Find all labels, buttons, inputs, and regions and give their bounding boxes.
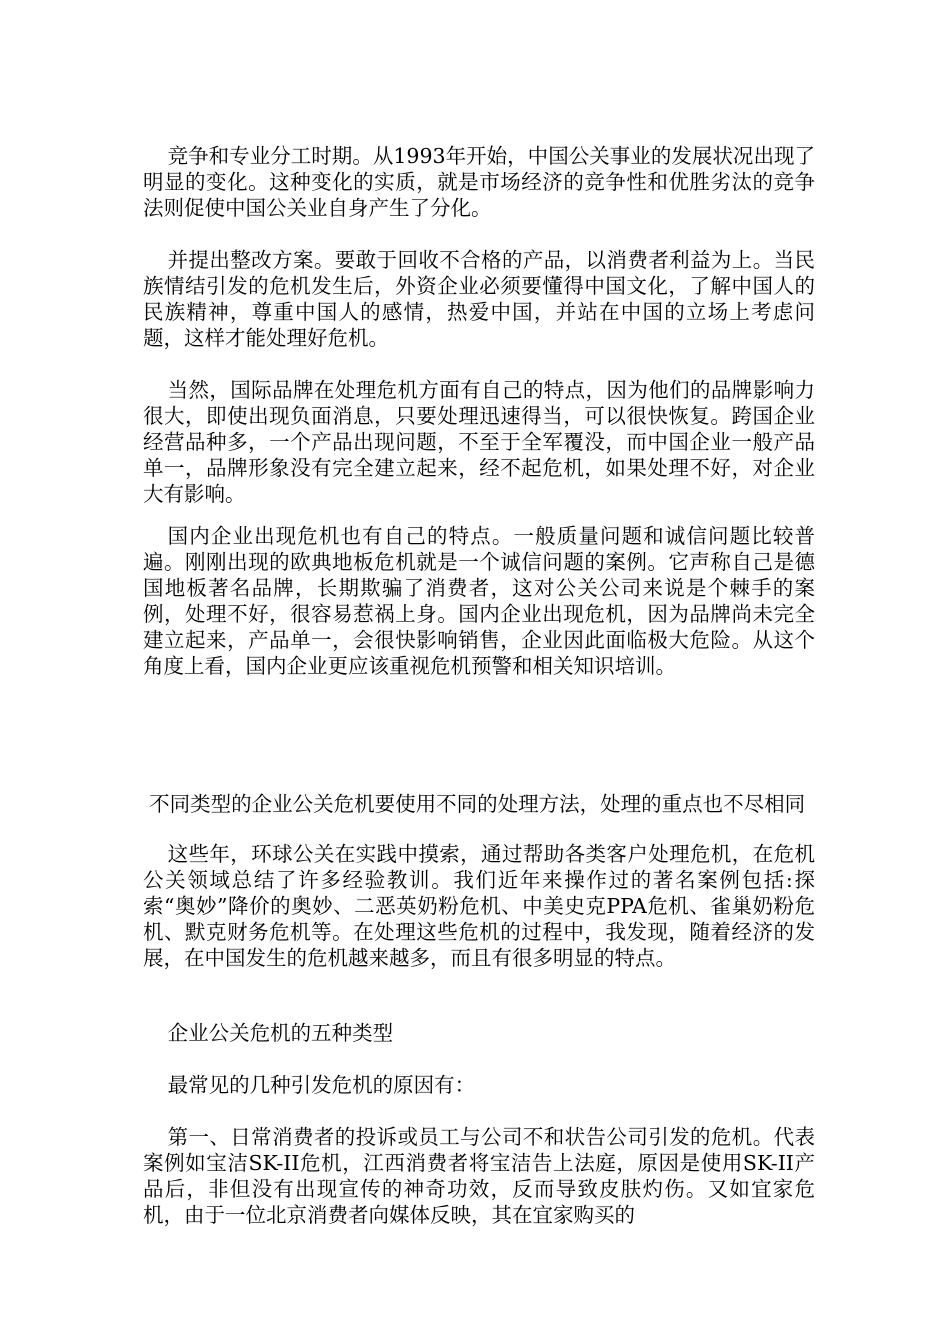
paragraph-competition-period: 竞争和专业分工时期。从1993年开始，中国公关事业的发展状况出现了明显的变化。这种变化的实质，就是市场经济的竞争性和优胜劣汰的竞争法则促使中国公关业自身产生了分化。 — [143, 144, 815, 220]
paragraph-common-causes: 最常见的几种引发危机的原因有： — [167, 1073, 476, 1097]
section-heading-crisis-types: 不同类型的企业公关危机要使用不同的处理方法，处理的重点也不尽相同 — [149, 792, 806, 816]
paragraph-first-cause: 第一、日常消费者的投诉或员工与公司不和状告公司引发的危机。代表案例如宝洁SK-II危机，江西消费者将宝洁告上法庭，原因是使用SK-II产品后，非但没有出现宣传的神奇功效，反而导致皮肤灼伤。又如宜家危机，由于一位北京消费者向媒体反映，其在宜家购买的 — [143, 1125, 815, 1227]
paragraph-five-types-title: 企业公关危机的五种类型 — [167, 1021, 394, 1045]
paragraph-international-brands: 当然，国际品牌在处理危机方面有自己的特点，因为他们的品牌影响力很大，即使出现负面消息，只要处理迅速得当，可以很快恢复。跨国企业经营品种多，一个产品出现问题，不至于全军覆没，而中国企业一般产品单一，品牌形象没有完全建立起来，经不起危机，如果处理不好，对企业大有影响。 — [143, 378, 815, 506]
paragraph-rectification-plan: 并提出整改方案。要敢于回收不合格的产品，以消费者利益为上。当民族情结引发的危机发生后，外资企业必须要懂得中国文化，了解中国人的民族精神，尊重中国人的感情，热爱中国，并站在中国的立场上考虑问题，这样才能处理好危机。 — [143, 248, 815, 350]
paragraph-global-pr-experience: 这些年，环球公关在实践中摸索，通过帮助各类客户处理危机，在危机公关领域总结了许多经验教训。我们近年来操作过的著名案例包括:探索“奥妙”降价的奥妙、二恶英奶粉危机、中美史克PPA危机、雀巢奶粉危机、默克财务危机等。在处理这些危机的过程中，我发现，随着经济的发展，在中国发生的危机越来越多，而且有很多明显的特点。 — [143, 842, 815, 970]
paragraph-domestic-enterprises: 国内企业出现危机也有自己的特点。一般质量问题和诚信问题比较普遍。刚刚出现的欧典地板危机就是一个诚信问题的案例。它声称自己是德国地板著名品牌，长期欺骗了消费者，这对公关公司来说是个棘手的案例，处理不好，很容易惹祸上身。国内企业出现危机，因为品牌尚未完全建立起来，产品单一，会很快影响销售，企业因此面临极大危险。从这个角度上看，国内企业更应该重视危机预警和相关知识培训。 — [143, 524, 815, 678]
